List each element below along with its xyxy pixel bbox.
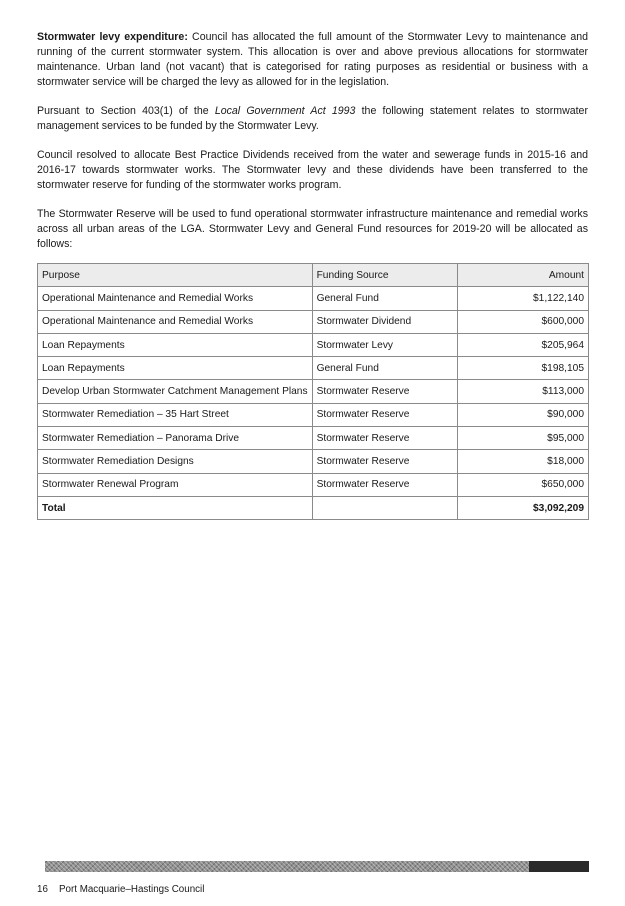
cell-funding-source: Stormwater Reserve	[312, 403, 457, 426]
cell-amount: $95,000	[457, 427, 588, 450]
table-row	[38, 380, 589, 403]
footer-decorative-bar	[45, 861, 589, 872]
total-label: Total	[38, 496, 313, 519]
header-funding-source: Funding Source	[312, 264, 457, 287]
cell-amount: $650,000	[457, 473, 588, 496]
cell-amount: $600,000	[457, 310, 588, 333]
table-row	[38, 287, 589, 310]
cell-funding-source: General Fund	[312, 287, 457, 310]
cell-funding-source: Stormwater Reserve	[312, 427, 457, 450]
cell-purpose: Operational Maintenance and Remedial Works	[38, 287, 313, 310]
cell-amount: $205,964	[457, 333, 588, 356]
table-row	[38, 473, 589, 496]
cell-amount: $113,000	[457, 380, 588, 403]
paragraph-dividends: Council resolved to allocate Best Practice Dividends received from the water and sewerage funds in 2015-16 and 2016-17 towards stormwater works. The Stormwater levy and these dividends have been transferred to the stormwater reserve for funding of the stormwater works program.	[37, 149, 588, 191]
funding-table	[37, 263, 589, 520]
cell-funding-source: General Fund	[312, 357, 457, 380]
paragraph-text: Pursuant to Section 403(1) of the	[37, 105, 215, 117]
cell-funding-source: Stormwater Reserve	[312, 450, 457, 473]
cell-funding-source: Stormwater Reserve	[312, 380, 457, 403]
table-row	[38, 333, 589, 356]
paragraph-text: Council has allocated the full amount of the Stormwater Levy to maintenance and running of the current stormwater system. This allocation is over and above previous allocations for stormwater maintenance. Urban land (not vacant) that is categorised for rating purposes as residential or business with a stormwater service will be charged the levy as allowed for in the legislation.	[37, 31, 589, 88]
header-purpose: Purpose	[38, 264, 313, 287]
footer-bar-solid-segment	[529, 861, 589, 872]
cell-purpose: Stormwater Remediation – 35 Hart Street	[38, 403, 313, 426]
header-amount: Amount	[457, 264, 588, 287]
table-row	[38, 427, 589, 450]
document-body	[37, 30, 588, 520]
table-row	[38, 450, 589, 473]
page-number: 16	[37, 884, 48, 895]
cell-amount: $1,122,140	[457, 287, 588, 310]
page-footer	[37, 884, 204, 895]
paragraph-lead: Stormwater levy expenditure:	[37, 31, 188, 43]
council-name: Port Macquarie–Hastings Council	[59, 884, 205, 895]
cell-purpose: Develop Urban Stormwater Catchment Management Plans	[38, 380, 313, 403]
cell-purpose: Loan Repayments	[38, 357, 313, 380]
cell-purpose: Stormwater Remediation – Panorama Drive	[38, 427, 313, 450]
paragraph-levy-expenditure	[37, 30, 588, 90]
cell-amount: $18,000	[457, 450, 588, 473]
total-amount: $3,092,209	[457, 496, 588, 519]
paragraph-text: the following statement relates to stormwater management services to be funded by the Stormwater Levy.	[37, 105, 588, 132]
table-header-row	[38, 264, 589, 287]
cell-purpose: Loan Repayments	[38, 333, 313, 356]
cell-funding-source: Stormwater Reserve	[312, 473, 457, 496]
act-title: Local Government Act 1993	[214, 105, 356, 117]
cell-amount: $90,000	[457, 403, 588, 426]
table-row	[38, 403, 589, 426]
cell-purpose: Stormwater Remediation Designs	[38, 450, 313, 473]
paragraph-section-403	[37, 104, 588, 134]
cell-purpose: Stormwater Renewal Program	[38, 473, 313, 496]
footer-bar-textured-segment	[45, 861, 529, 872]
total-funding-source	[312, 496, 457, 519]
cell-funding-source: Stormwater Levy	[312, 333, 457, 356]
cell-amount: $198,105	[457, 357, 588, 380]
cell-purpose: Operational Maintenance and Remedial Works	[38, 310, 313, 333]
table-total-row	[38, 496, 589, 519]
cell-funding-source: Stormwater Dividend	[312, 310, 457, 333]
table-row	[38, 310, 589, 333]
paragraph-reserve: The Stormwater Reserve will be used to fund operational stormwater infrastructure maintenance and remedial works across all urban areas of the LGA. Stormwater Levy and General Fund resources for 2019-20 will be allocated as follows:	[37, 208, 588, 250]
table-row	[38, 357, 589, 380]
